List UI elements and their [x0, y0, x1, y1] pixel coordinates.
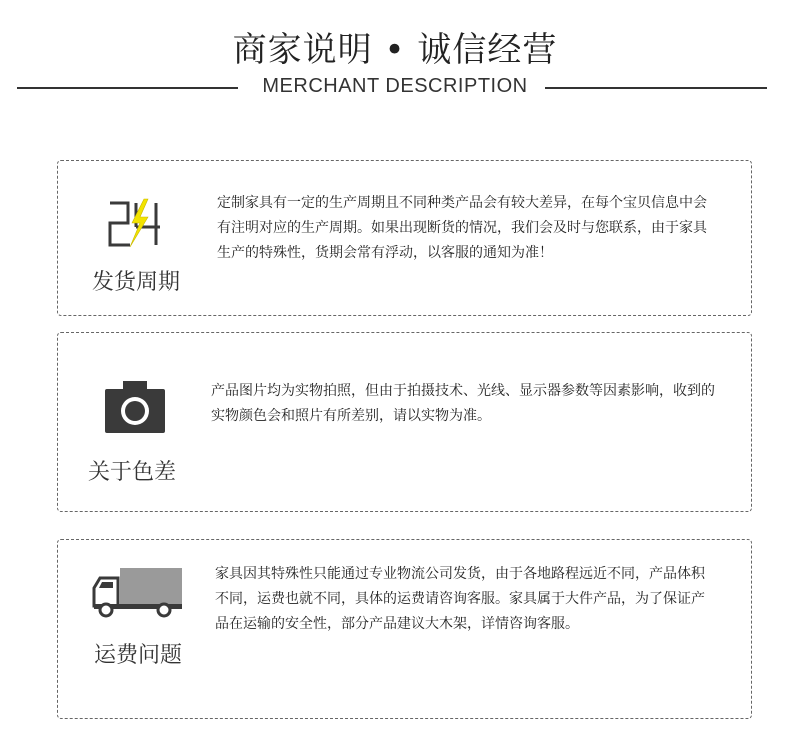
- page-title: 商家说明 • 诚信经营: [232, 30, 558, 70]
- camera-icon: [103, 379, 167, 435]
- truck-icon: [92, 566, 184, 618]
- 24-hour-icon: [106, 197, 166, 253]
- section-description: 产品图片均为实物拍照，但由于拍摄技术、光线、显示器参数等因素影响，收到的实物颜色会和照片有所差别，请以实物为准。: [211, 383, 715, 424]
- section-color-difference: [57, 332, 752, 512]
- page-subtitle: MERCHANT DESCRIPTION: [262, 75, 528, 97]
- section-caption: 发货周期: [91, 270, 180, 295]
- section-description: 家具因其特殊性只能通过专业物流公司发货，由于各地路程远近不同，产品体积不同，运费也就不同，具体的运费请咨询客服。家具属于大件产品，为了保证产品在运输的安全性，部分产品建议大木架，详情咨询客服。: [215, 566, 705, 632]
- section-shipping-fee: [57, 539, 752, 719]
- section-caption: 关于色差: [87, 460, 176, 485]
- section-shipping-cycle: [57, 160, 752, 316]
- header-rule-right: [545, 87, 767, 89]
- section-description: 定制家具有一定的生产周期且不同种类产品会有较大差异，在每个宝贝信息中会有注明对应的生产周期。如果出现断货的情况，我们会及时与您联系，由于家具生产的特殊性，货期会常有浮动，以客服的通知为准！: [217, 195, 707, 261]
- section-caption: 运费问题: [93, 643, 182, 668]
